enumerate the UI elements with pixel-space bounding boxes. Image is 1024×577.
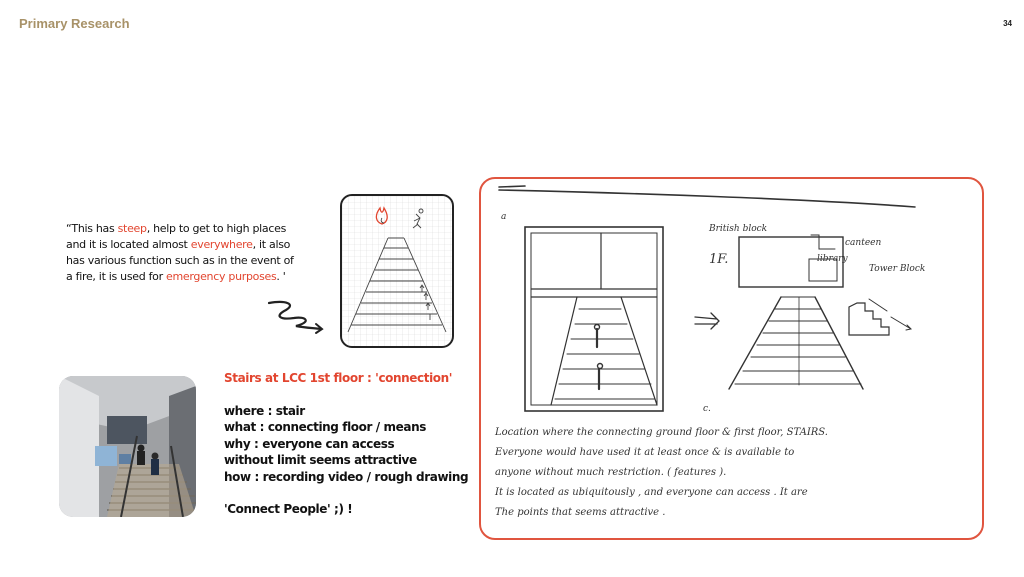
hand-drawing-card [479,177,984,540]
label-a: a [501,212,507,222]
quote-highlight: steep [117,222,147,235]
quote-highlight: emergency purposes [166,270,277,283]
label-library: library [817,254,848,264]
info-tagline: 'Connect People' ;) ! [224,502,353,516]
hand-drawing-sketch [481,179,982,419]
note-line: It is located as ubiquitously , and everyone can access . It are [495,487,808,498]
quote-text [66,221,302,285]
note-line: Everyone would have used it at least once & is available to [495,447,795,458]
note-line: Location where the connecting ground floor & first floor, STAIRS. [495,427,828,438]
quote-part: . ' [276,270,286,283]
drawing-notes [495,423,965,523]
note-line: anyone without much restriction. ( features ). [495,467,727,478]
label-canteen: canteen [845,238,882,248]
quote-part: “This has [66,222,118,235]
label-tower-block: Tower Block [869,264,926,274]
quote-part: , it also has various function such as in the event of a fire, it is used for [66,238,294,283]
stairs-photo [59,376,196,517]
stairs-info [224,370,468,518]
info-line-where: where : stair [224,403,305,418]
label-british-block: British block [709,224,768,234]
stair-sketch-illustration [342,196,452,346]
quote-part: , help to get to high places and it is located almost [66,222,286,251]
label-c: c. [703,404,711,414]
info-line-how: how : recording video / rough drawing [224,469,469,484]
page-number: 34 [1003,19,1012,28]
label-floor: 1F. [709,252,729,267]
stairs-photo-image [59,376,196,517]
stair-sketch-card [340,194,454,348]
info-title: Stairs at LCC 1st floor : 'connection' [224,371,453,385]
info-line-why: why : everyone can access without limit seems attractive [224,436,417,467]
note-line: The points that seems attractive . [495,507,666,518]
info-line-what: what : connecting floor / means [224,420,426,434]
page-title: Primary Research [19,16,130,31]
quote-highlight: everywhere [190,238,253,251]
squiggle-arrow-icon [266,298,326,338]
